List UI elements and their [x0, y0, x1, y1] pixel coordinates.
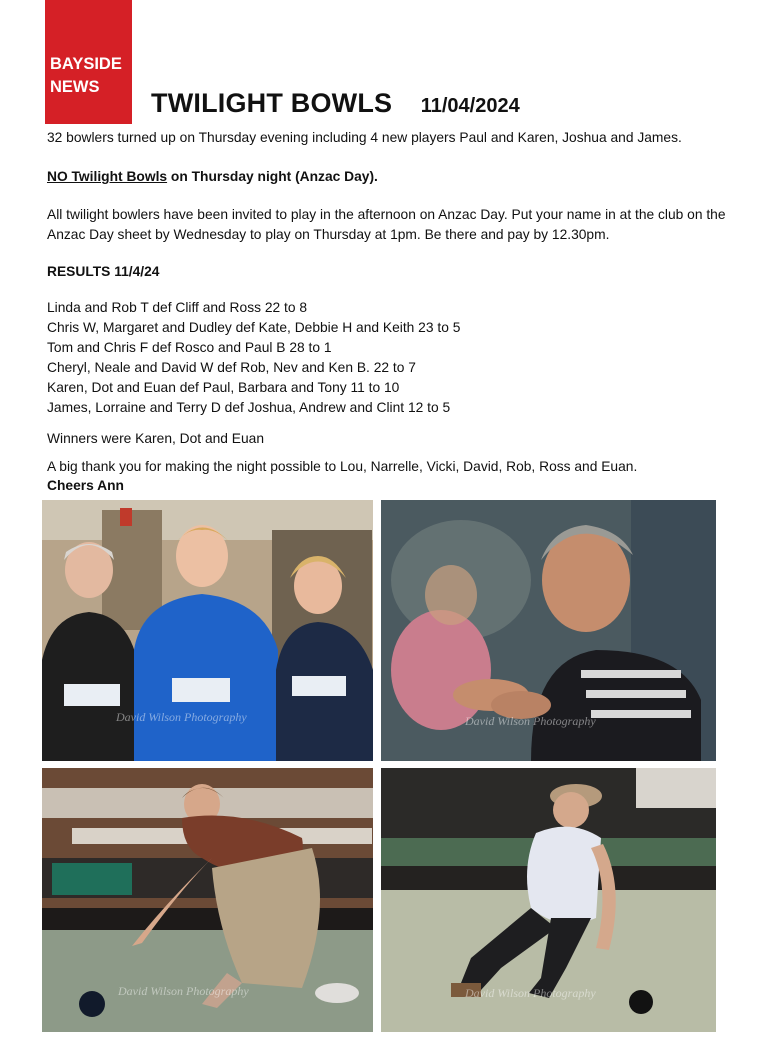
result-item: Cheryl, Neale and David W def Rob, Nev and Ken B. 22 to 7 — [47, 360, 416, 375]
bayside-news-badge — [45, 0, 132, 124]
photo-gesturing-man — [381, 500, 716, 761]
photo-watermark: David Wilson Photography — [118, 984, 249, 998]
notice-paragraph — [47, 167, 737, 187]
headline — [151, 88, 520, 119]
thanks-line: A big thank you for making the night possible to Lou, Narrelle, Vicki, David, Rob, Ross and Euan. — [47, 459, 638, 474]
result-item: Tom and Chris F def Rosco and Paul B 28 to 1 — [47, 340, 332, 355]
result-item: Chris W, Margaret and Dudley def Kate, Debbie H and Keith 23 to 5 — [47, 320, 461, 335]
intro-paragraph: 32 bowlers turned up on Thursday evening including 4 new players Paul and Karen, Joshua and James. — [47, 130, 682, 145]
invite-paragraph: All twilight bowlers have been invited to play in the afternoon on Anzac Day. Put your name in at the club on the Anzac Day sheet by Wednesday to play on Thursday at 1pm. Be there and pay by 12.30pm. — [47, 207, 726, 242]
badge-line-2: NEWS — [50, 78, 100, 96]
photo-watermark: David Wilson Photography — [116, 710, 247, 724]
photo-woman-bowling — [42, 768, 373, 1032]
results-heading: RESULTS 11/4/24 — [47, 264, 160, 279]
result-item: James, Lorraine and Terry D def Joshua, Andrew and Clint 12 to 5 — [47, 400, 451, 415]
photo-winners — [42, 500, 373, 761]
headline-date: 11/04/2024 — [420, 95, 520, 117]
photo-watermark: David Wilson Photography — [465, 986, 596, 1000]
notice-rest: on Thursday night (Anzac Day). — [167, 169, 378, 184]
photo-watermark: David Wilson Photography — [465, 714, 596, 728]
signoff: Cheers Ann — [47, 478, 124, 493]
photo-man-bowling — [381, 768, 716, 1032]
winners-line: Winners were Karen, Dot and Euan — [47, 431, 265, 446]
notice-underlined: NO Twilight Bowls — [47, 169, 168, 184]
results-list — [47, 298, 737, 418]
result-item: Linda and Rob T def Cliff and Ross 22 to 8 — [47, 300, 308, 315]
badge-line-1: BAYSIDE — [50, 55, 122, 73]
page-title: TWILIGHT BOWLS — [151, 88, 393, 118]
results-list-wrapper — [47, 298, 737, 418]
result-item: Karen, Dot and Euan def Paul, Barbara and Tony 11 to 10 — [47, 380, 400, 395]
